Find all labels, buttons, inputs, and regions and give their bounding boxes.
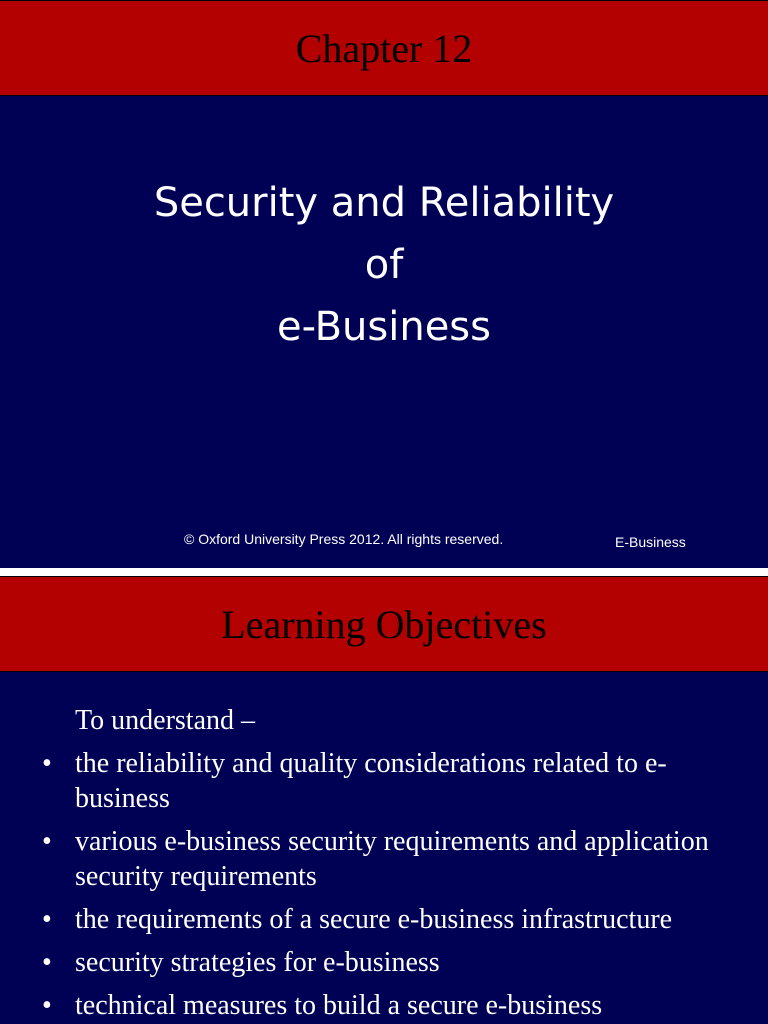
- bullet-icon: •: [42, 904, 52, 935]
- objectives-header-bar: [0, 576, 768, 672]
- objectives-heading: Learning Objectives: [221, 602, 547, 647]
- title-line-1: Security and Reliability: [153, 180, 615, 226]
- bullet-icon: •: [42, 990, 52, 1021]
- list-item: [0, 902, 768, 937]
- objectives-intro: To understand –: [75, 705, 256, 736]
- bullet-icon: •: [42, 826, 52, 857]
- book-title-footer: E-Business: [615, 534, 686, 550]
- list-item: [0, 988, 768, 1023]
- slide-learning-objectives: [0, 576, 768, 1024]
- objectives-list: [0, 746, 768, 1024]
- chapter-heading: Chapter 12: [295, 26, 473, 71]
- slide-main-title: [0, 172, 768, 358]
- bullet-icon: •: [42, 748, 52, 779]
- chapter-header-bar: [0, 0, 768, 96]
- list-item-text: security strategies for e-business: [75, 947, 440, 978]
- list-item: [0, 746, 768, 816]
- list-item: [0, 824, 768, 894]
- bullet-icon: •: [42, 947, 52, 978]
- slide-separator: [0, 568, 768, 576]
- copyright-footer: © Oxford University Press 2012. All rights reserved.: [184, 531, 504, 547]
- list-item: [0, 945, 768, 980]
- list-item-text: the reliability and quality considerations related to e-business: [75, 748, 667, 814]
- list-item-text: various e-business security requirements and application security requirements: [75, 826, 709, 892]
- list-item-text: the requirements of a secure e-business infrastructure: [75, 904, 673, 935]
- title-line-3: e-Business: [276, 304, 491, 350]
- title-line-2: of: [364, 242, 404, 288]
- list-item-text: technical measures to build a secure e-business: [75, 990, 603, 1021]
